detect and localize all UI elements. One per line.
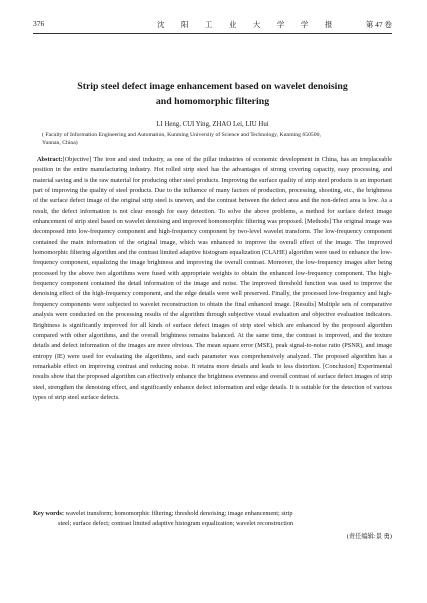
keywords-text-1: wavelet transform; homomorphic filtering; threshold denoising; image enhancement; strip: [65, 510, 293, 517]
volume-number: 第 47 卷: [365, 20, 392, 29]
journal-name: 沈 阳 工 业 大 学 学 报: [157, 20, 340, 29]
header-rule: [33, 33, 392, 34]
keywords: [33, 509, 392, 530]
title-line-1: Strip steel defect image enhancement based on wavelet denoising: [77, 81, 348, 92]
page-number: 376: [33, 19, 45, 28]
keywords-label: Key words:: [33, 510, 64, 517]
paper-title: [33, 80, 392, 109]
author-list: LI Heng, CUI Ying, ZHAO Lei, LIU Hui: [156, 121, 269, 128]
affiliation-line-2: Yunnan, China): [42, 140, 78, 147]
responsible-editor: (责任编辑:景 勇): [346, 533, 392, 540]
abstract-text: [Objective] The iron and steel industry, as one of the pillar industries of economic development in China, has an irreplaceable position in the entire manufacturing industry. Hot rolled strip steel has the advantages of strong covering capacity, easy processing, and material saving and is the raw material for producing other steel products. Improving the surface quality of strip steel products is an important part of improving the quality of steel products. Due to the influence of many factors of production, processing, shooting, etc., the brightness of the surface defect image of the original strip steel is uneven, and the contrast between the defect area and the non-defect area is low. As a result, the defect information is not clear enough for easy detection. To solve the above problems, a method for surface defect image enhancement of strip steel based on wavelet denoising and improved homomorphic filtering was proposed. [Methods] The original image was decomposed into low-frequency component and high-frequency component by two-level wavelet transform. The low-frequency component contained the main information of the original image, which was enhanced to improve the overall effect of the image. The improved homomorphic filtering algorithm and the contrast limited adaptive histogram equalization (CLAHE) algorithm were used to enhance the low-frequency component, equalizing the image brightness and improving the overall contrast. Moreover, the low-frequency images after being processed by the above two algorithms were fused with appropriate weights to obtain the enhanced low-frequency component. The high-frequency component contained the detail information of the image and noise. The improved threshold function was used to improve the denoising effect of the high-frequency component, and the edge details were well preserved. Finally, the processed low-frequency and high-frequency components were subjected to wavelet reconstruction to obtain the final enhanced image. [Results] Multiple sets of comparative analysis were conducted on the processing results of the algorithm through subjective visual evaluation and objective evaluation indicators. Brightness is significantly improved for all kinds of surface defect images of strip steel which are enhanced by the proposed algorithm compared with other algorithms, and the overall brightness remains balanced. At the same time, the contrast is improved, and the texture details and defect information of the images are more obvious. The mean square error (MSE), peak signal-to-noise ratio (PSNR), and image entropy (IE) were used for evaluating the algorithms, and each parameter was comprehensively analyzed. The proposed algorithm has a remarkable effect on improving contrast and reducing noise. It retains more details and leads to less distortion. [Conclusion] Experimental results show that the proposed algorithm can effectively enhance the brightness evenness and overall contrast of surface defect images of strip steel, strengthen the denoising effect, and significantly enhance defect information and edge details. It is suitable for the detection of various types of strip steel surface defects.: [33, 156, 392, 401]
keywords-line-1: [33, 509, 392, 519]
abstract: [33, 155, 392, 403]
running-header: [33, 17, 392, 31]
title-line-2: and homomorphic filtering: [155, 95, 270, 107]
abstract-label: Abstract:: [37, 156, 63, 163]
affiliation-line-1: ( Faculty of Information Engineering and Automation, Kunming University of Science and Technology, Kunming 650500,: [42, 132, 321, 138]
keywords-line-2: steel; surface defect; contrast limited adaptive histogram equalization; wavelet reconstruction: [58, 520, 294, 528]
affiliation: [42, 131, 387, 148]
